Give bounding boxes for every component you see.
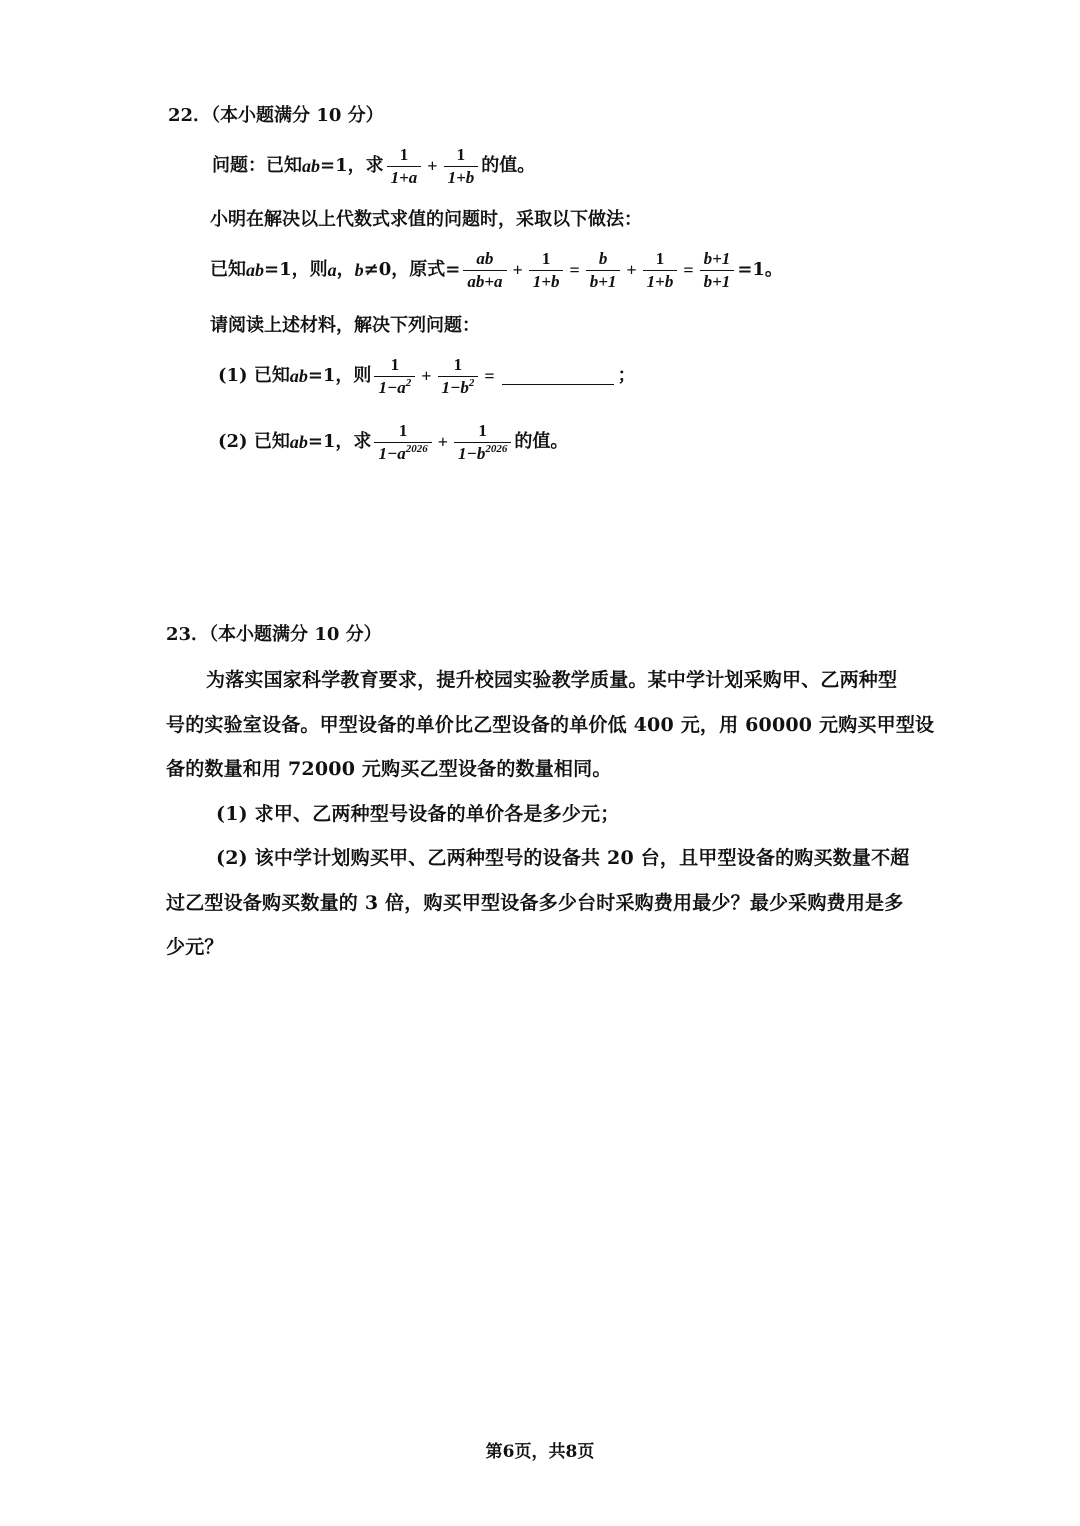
q23-body: [166, 658, 946, 970]
part2-fraction-2: $\frac{1}{1-b^{2026}}$: [454, 422, 511, 463]
q23-line-6: 过乙型设备购买数量的 3 倍，购买甲型设备多少台时采购费用最少？最少采购费用是多: [166, 891, 904, 914]
q22-problem: [212, 146, 535, 187]
solution-fraction-4: $\frac{1}{1+b}$: [643, 250, 678, 291]
q22-problem-eq: =1，求: [320, 155, 384, 177]
q23-line-7: 少元？: [166, 936, 224, 958]
q22-method-intro: 小明在解决以上代数式求值的问题时，采取以下做法：: [210, 209, 642, 230]
page-number: 第6页，共8页: [485, 1442, 595, 1462]
q23-line-1: 为落实国家科学教育要求，提升校园实验教学质量。某中学计划采购甲、乙两种型: [206, 669, 898, 691]
q22-part-1: (1) 已知 ab =1，则 $\frac{1}{1-a^2}$ + $\frac{1}{1-b^2}$ = ；: [218, 355, 636, 397]
q22-problem-suffix: 的值。: [481, 155, 536, 177]
part1-fraction-1: $\frac{1}{1-a^2}$: [374, 356, 415, 397]
solution-fraction-5: $\frac{b+1}{b+1}$: [700, 250, 735, 291]
q22-fraction-2: $\frac{1}{1+b}$: [444, 146, 479, 187]
answer-blank[interactable]: [502, 368, 614, 385]
solution-fraction-3: $\frac{b}{b+1}$: [586, 250, 621, 291]
plus-sign: +: [427, 156, 438, 177]
part1-fraction-2: $\frac{1}{1-b^2}$: [438, 356, 479, 397]
q22-header-text: 22．（本小题满分 10 分）: [168, 105, 384, 126]
q22-problem-ab: ab: [302, 156, 320, 177]
part2-fraction-1: $\frac{1}{1-a^{2026}}$: [374, 422, 431, 463]
solution-fraction-1: $\frac{ab}{ab+a}$: [463, 250, 506, 291]
q23-header: 23．（本小题满分 10 分）: [166, 624, 382, 645]
q22-instruction: 请阅读上述材料，解决下列问题：: [210, 315, 480, 336]
q22-fraction-1: $\frac{1}{1+a}$: [387, 146, 422, 187]
q23-line-3: 备的数量和用 72000 元购买乙型设备的数量相同。: [166, 758, 612, 780]
q22-part-2: (2) 已知 ab =1，求 $\frac{1}{1-a^{2026}}$ + $\frac{1}{1-b^{2026}}$ 的值。: [218, 421, 569, 463]
q22-solution: 已知 ab =1，则 a ， b ≠0，原式= $\frac{ab}{ab+a}$ + $\frac{1}{1+b}$ = $\frac{b}{b+1}$ + $\frac{1}{1+b}$ = $\frac{b+1}{b+1}$ =1。: [210, 249, 783, 291]
q22-problem-prefix: 问题：已知: [212, 155, 302, 177]
q23-line-2: 号的实验室设备。甲型设备的单价比乙型设备的单价低 400 元，用 60000 元购买甲型设: [166, 713, 935, 736]
q23-part-2: (2) 该中学计划购买甲、乙两种型号的设备共 20 台，且甲型设备的购买数量不超: [216, 847, 910, 869]
solution-fraction-2: $\frac{1}{1+b}$: [529, 250, 564, 291]
q23-part-1: (1) 求甲、乙两种型号设备的单价各是多少元；: [216, 802, 620, 825]
q22-header: [168, 107, 384, 125]
